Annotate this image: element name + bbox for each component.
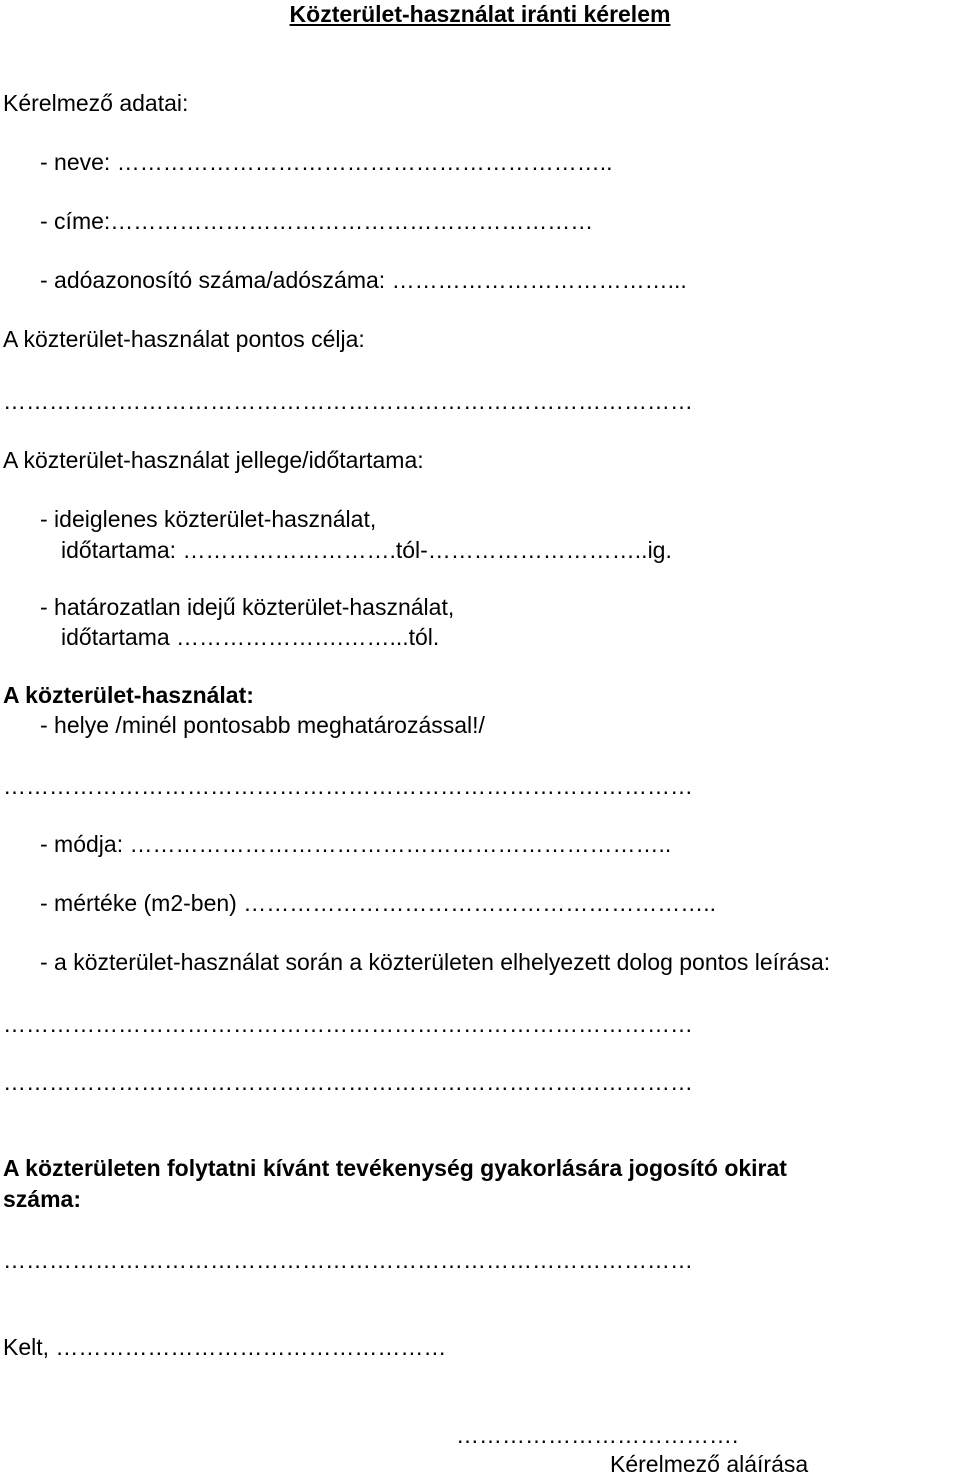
nature-heading: A közterület-használat jellege/időtartama: bbox=[3, 447, 424, 473]
place-field[interactable]: ……………………………………………………………………………… bbox=[3, 773, 693, 799]
usage-heading: A közterület-használat: bbox=[3, 682, 254, 708]
purpose-heading: A közterület-használat pontos célja: bbox=[3, 326, 365, 352]
place-label: - helye /minél pontosabb meghatározással!/ bbox=[40, 712, 485, 738]
permit-field[interactable]: ……………………………………………………………………………… bbox=[3, 1247, 693, 1273]
dated-field[interactable]: Kelt, …………………………………………… bbox=[3, 1334, 447, 1360]
size-field[interactable]: - mértéke (m2-ben) …………………………………………………….. bbox=[40, 890, 716, 916]
indefinite-period-field[interactable]: időtartama ………………….……...tól. bbox=[61, 624, 440, 650]
temporary-period-field[interactable]: időtartama: ……………………….tól-………………………..ig. bbox=[61, 537, 672, 563]
method-field[interactable]: - módja: …………………………………………………………….. bbox=[40, 831, 672, 857]
applicant-address-field[interactable]: - címe:……………………………………………………… bbox=[40, 208, 594, 234]
indefinite-use-option: - határozatlan idejű közterület-használat, bbox=[40, 594, 455, 620]
signature-field[interactable]: ………………………………. bbox=[456, 1422, 739, 1448]
temporary-use-option: - ideiglenes közterület-használat, bbox=[40, 506, 377, 532]
applicant-heading: Kérelmező adatai: bbox=[3, 90, 189, 116]
description-field-1[interactable]: ……………………………………………………………………………… bbox=[3, 1011, 693, 1037]
signature-label: Kérelmező aláírása bbox=[610, 1451, 809, 1477]
permit-heading: A közterületen folytatni kívánt tevékenység gyakorlására jogosító okirat bbox=[3, 1155, 787, 1181]
applicant-name-field[interactable]: - neve: ……………………………………………………….. bbox=[40, 149, 613, 175]
permit-heading-cont: száma: bbox=[3, 1186, 81, 1212]
applicant-taxid-field[interactable]: - adóazonosító száma/adószáma: ………………………………... bbox=[40, 267, 687, 293]
purpose-field[interactable]: ……………………………………………………………………………… bbox=[3, 388, 693, 414]
description-label: - a közterület-használat során a közterületen elhelyezett dolog pontos leírása: bbox=[40, 949, 831, 975]
page-title: Közterület-használat iránti kérelem bbox=[289, 1, 671, 27]
description-field-2[interactable]: ……………………………………………………………………………… bbox=[3, 1069, 693, 1095]
